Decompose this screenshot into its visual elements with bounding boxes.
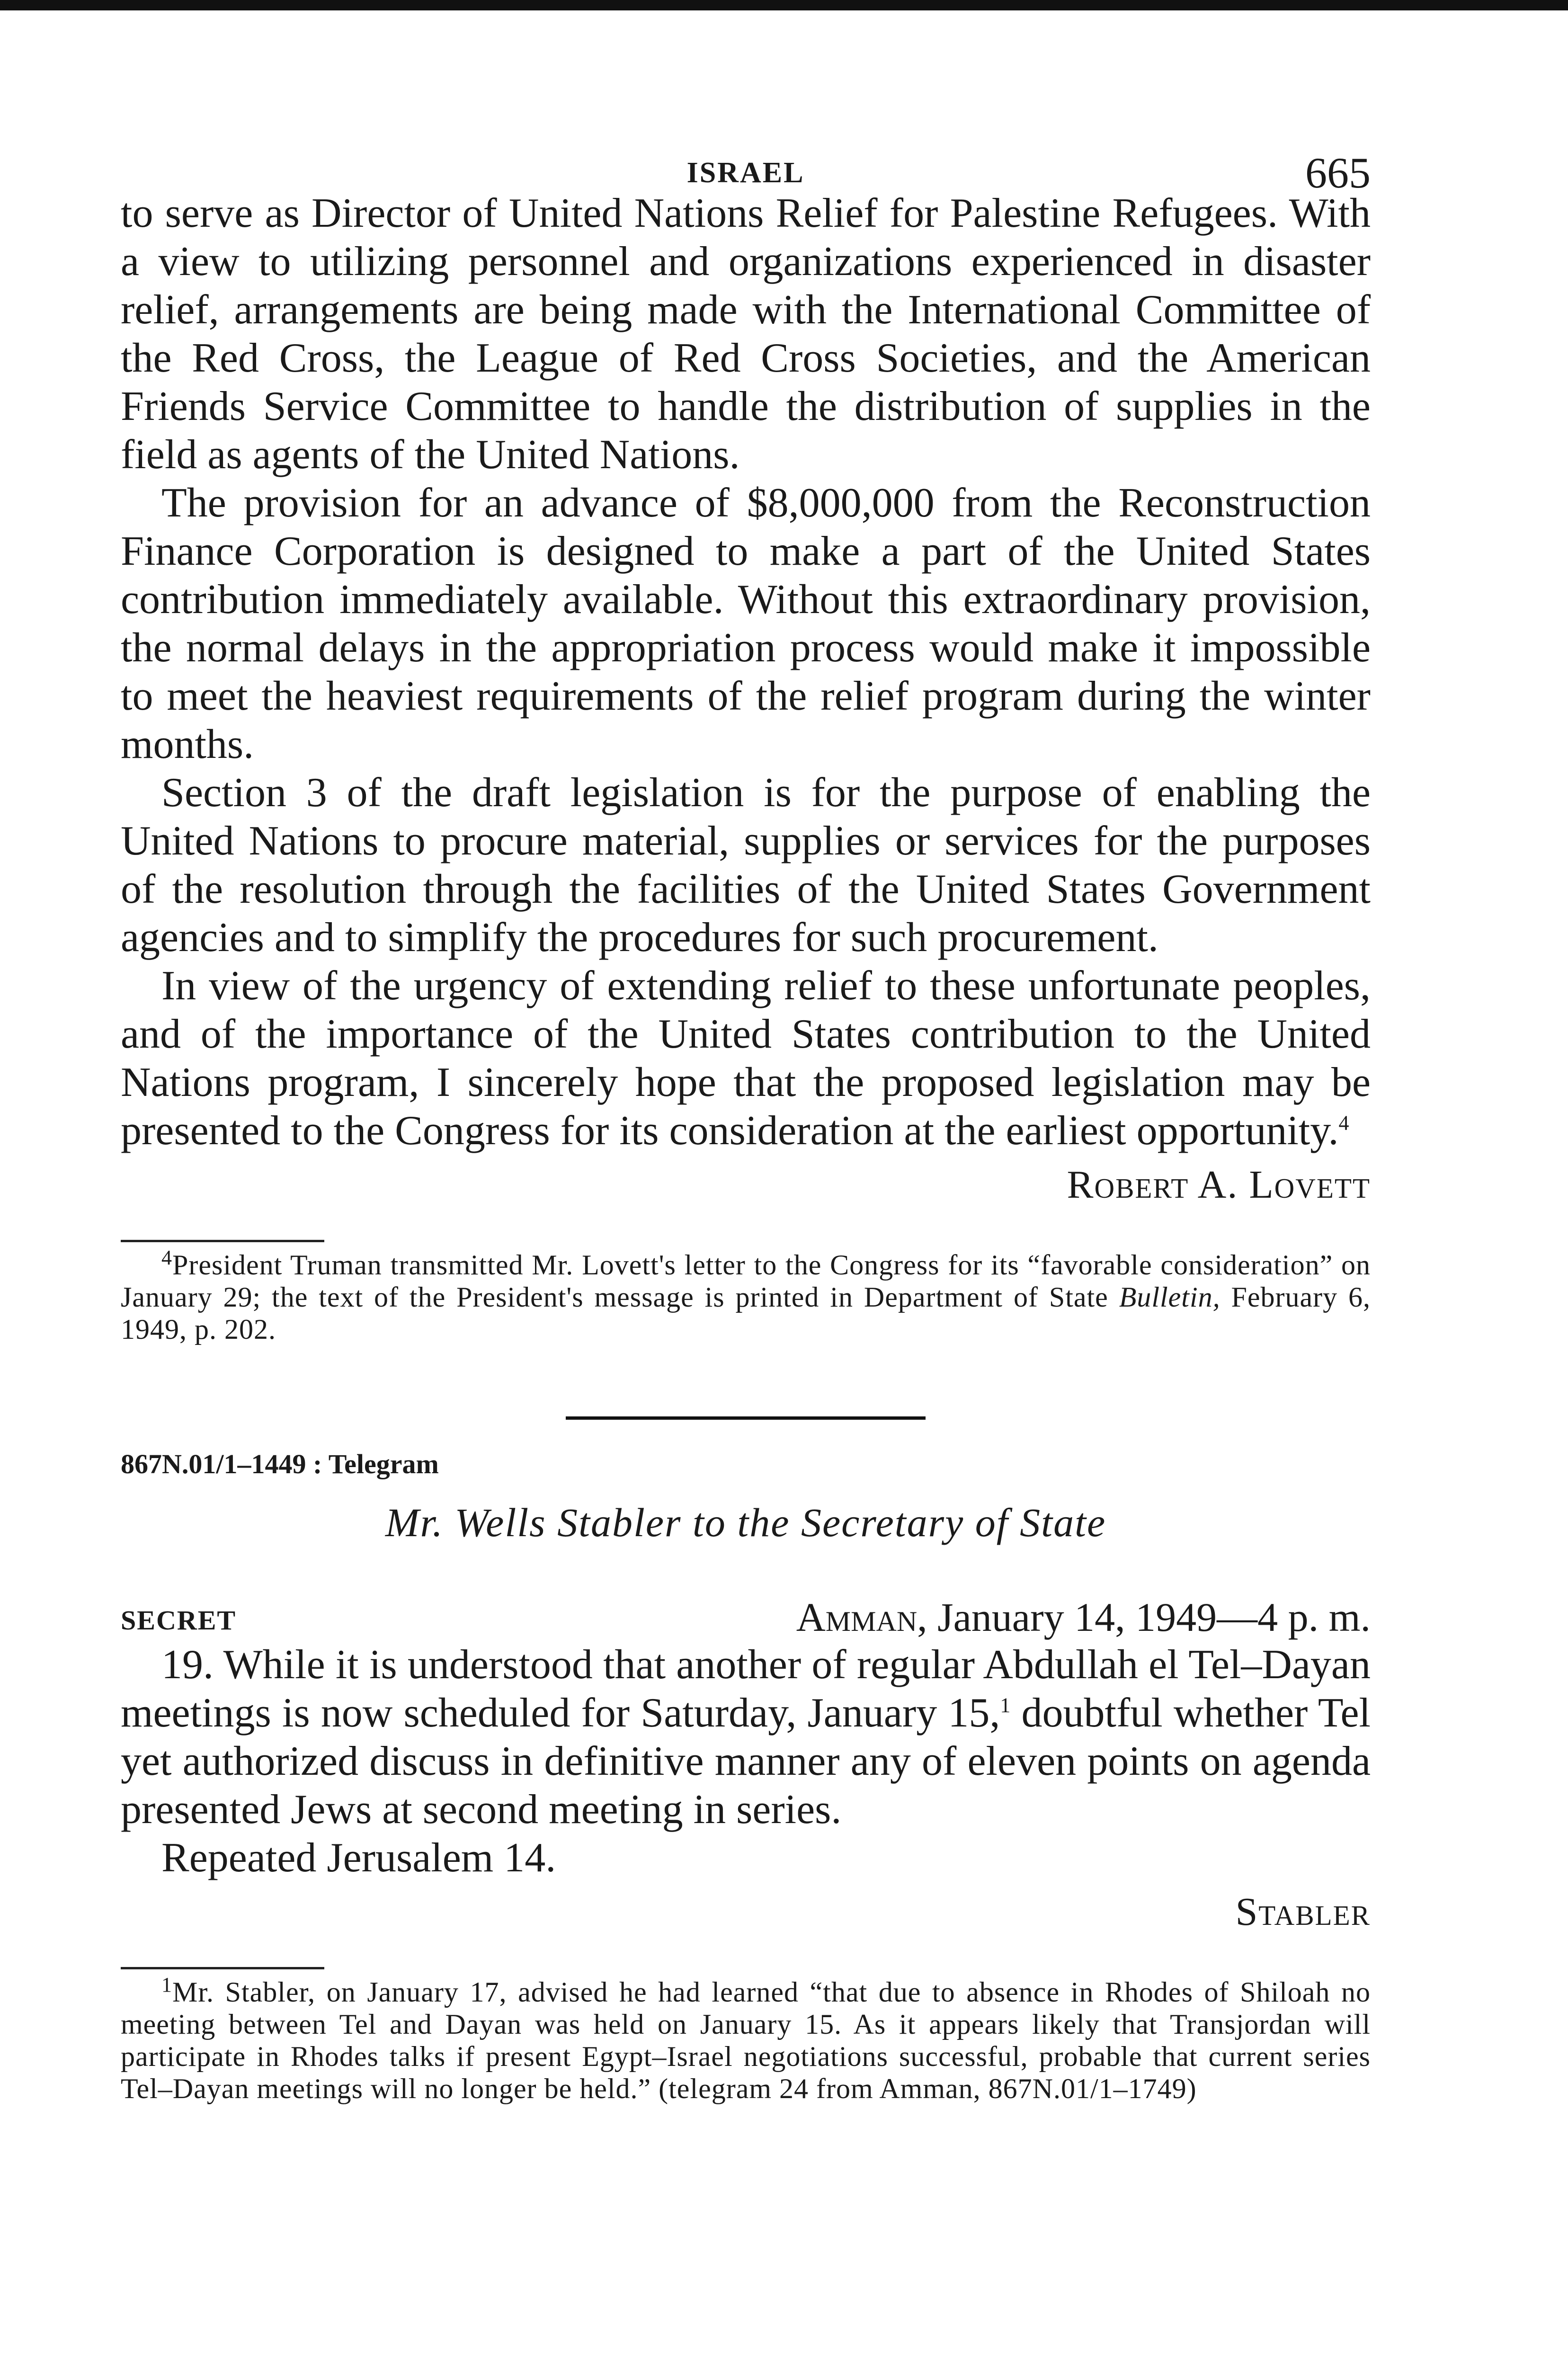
page-number: 665: [1305, 149, 1371, 197]
footnote-rule-2: [121, 1967, 324, 1969]
place-name: Amman,: [796, 1594, 927, 1640]
paragraph-continuation: to serve as Director of United Nations Relief for Palestine Refugees. With a view to utilizing personnel and organizations experienced in disaster relief, arrangements are being made with the International Committee of the Red Cross, the League of Red Cross Societies, and the American Friends Service Committee to handle the distribution of supplies in the field as agents of the United Nations.: [121, 190, 1371, 478]
footnote-4: [121, 1246, 1371, 1345]
paragraph-urgency-text: In view of the urgency of extending relief to these unfortunate peoples, and of the importance of the United States contribution to the United Nations program, I sincerely hope that the proposed legislation may be presented to the Congress for its consideration at the earliest opportunity.: [121, 963, 1371, 1154]
file-reference: 867N.01/1–1449 : Telegram: [121, 1449, 439, 1479]
paragraph-section-3: Section 3 of the draft legislation is for the purpose of enabling the United Nations to procure material, supplies or services for the purposes of the resolution through the facilities of the United States Government agencies and to simplify the procedures for such procurement.: [121, 770, 1371, 961]
footnote-rule: [121, 1240, 324, 1242]
running-head: ISRAEL: [686, 157, 805, 189]
classification-label: SECRET: [121, 1605, 237, 1636]
paragraph-rfc-advance: The provision for an advance of $8,000,000 from the Reconstruction Finance Corporation is designed to make a part of the United States contribution immediately available. Without this extraordinary provision, the normal delays in the appropriation process would make it impossible to meet the heaviest requirements of the relief program during the winter months.: [121, 480, 1371, 767]
telegram-paragraph-19-start: 19. While it is understood that another of regular Abdullah el Tel–Dayan meetings is now scheduled for Saturday, January 15,: [121, 1642, 1371, 1736]
signature-stabler: Stabler: [1235, 1890, 1371, 1934]
footnote-4-marker: 4: [161, 1246, 172, 1269]
letter-body: [121, 189, 1371, 1155]
telegram-body: [121, 1641, 1371, 1882]
footnote-4-source-rest: February 6, 1949, p. 202.: [121, 1281, 1371, 1345]
top-border-rule: [0, 0, 1568, 10]
page-header: [121, 137, 1371, 197]
telegram-paragraph-19: [121, 1641, 1371, 1834]
document-title: Mr. Wells Stabler to the Secretary of State: [385, 1500, 1106, 1545]
footnote-ref-1: 1: [1000, 1693, 1011, 1717]
signature-lovett: Robert A. Lovett: [1067, 1163, 1371, 1207]
footnote-ref-4: 4: [1338, 1111, 1349, 1135]
date-line: [796, 1593, 1371, 1641]
section-separator: [566, 1416, 926, 1420]
paragraph-urgency: [121, 962, 1371, 1155]
footnote-1-marker: 1: [161, 1973, 172, 1996]
telegram-repeated: Repeated Jerusalem 14.: [161, 1835, 556, 1881]
telegram-paragraph-19-end: doubtful whether Tel yet authorized discuss in definitive manner any of eleven points on agenda presented Jews at second meeting in series.: [121, 1690, 1371, 1833]
date-text: January 14, 1949—4 p. m.: [927, 1594, 1371, 1640]
footnote-1-text: Mr. Stabler, on January 17, advised he had learned “that due to absence in Rhodes of Shiloah no meeting between Tel and Dayan was held on January 15. As it appears likely that Transjordan will participate in Rhodes talks if present Egypt–Israel negotiations successful, probable that current series Tel–Dayan meetings will no longer be held.” (telegram 24 from Amman, 867N.01/1–1749): [121, 1976, 1371, 2104]
dateline: [121, 1593, 1371, 1641]
document-page: [121, 137, 1371, 2105]
footnote-4-text: President Truman transmitted Mr. Lovett's letter to the Congress for its “favorable consideration” on January 29; the text of the President's message is printed in Department of State: [121, 1249, 1371, 1313]
footnote-4-source-italic: Bulletin,: [1119, 1281, 1221, 1313]
footnote-1: [121, 1973, 1371, 2105]
